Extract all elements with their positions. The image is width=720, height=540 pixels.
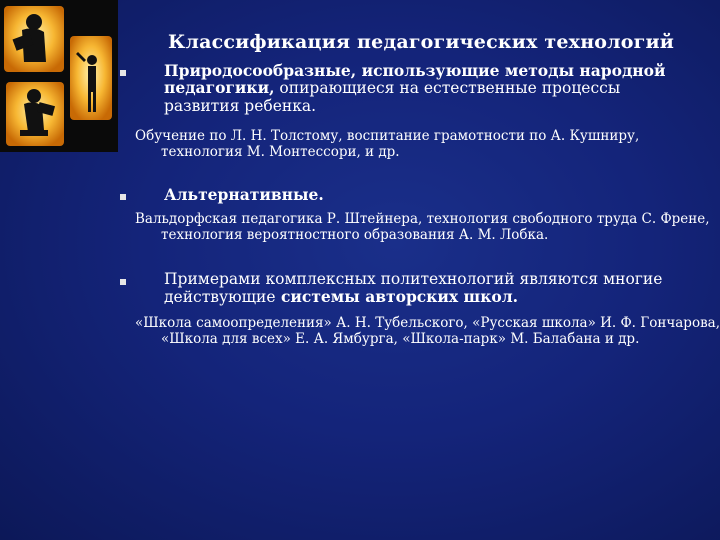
bullet-natural-examples: Обучение по Л. Н. Толстому, воспитание грамотности по А. Кушниру, технология М. Монтессори, и др. <box>135 128 640 160</box>
bullet-tail: системы авторских школ. <box>275 287 519 306</box>
bullet-text <box>164 62 684 115</box>
bullet-tail: опирающиеся на естественные процессы развития ребенка. <box>164 79 621 115</box>
bullet-square-icon <box>120 70 126 76</box>
bullet-text <box>164 271 684 306</box>
bullet-square-icon <box>120 279 126 285</box>
bullet-square-icon <box>120 194 126 200</box>
slide-title: Классификация педагогических технологий <box>168 31 675 53</box>
bullet-text <box>164 186 684 204</box>
bullet-head: Примерами комплексных политехнологий являются многие действующие <box>164 270 663 306</box>
bullet-head: Альтернативные. <box>164 185 324 204</box>
bullet-head: Природосообразные, использующие методы народной педагогики, <box>164 61 666 97</box>
bullet-alternative-examples: Вальдорфская педагогика Р. Штейнера, технология свободного труда С. Френе, технология вероятностного образования А. М. Лобка. <box>135 211 710 243</box>
decorative-silhouettes-logo <box>0 0 118 152</box>
bullet-complex-examples: «Школа самоопределения» А. Н. Тубельского, «Русская школа» И. Ф. Гончарова, «Школа для всех» Е. А. Ямбурга, «Школа-парк» М. Балабана и др. <box>135 315 720 347</box>
